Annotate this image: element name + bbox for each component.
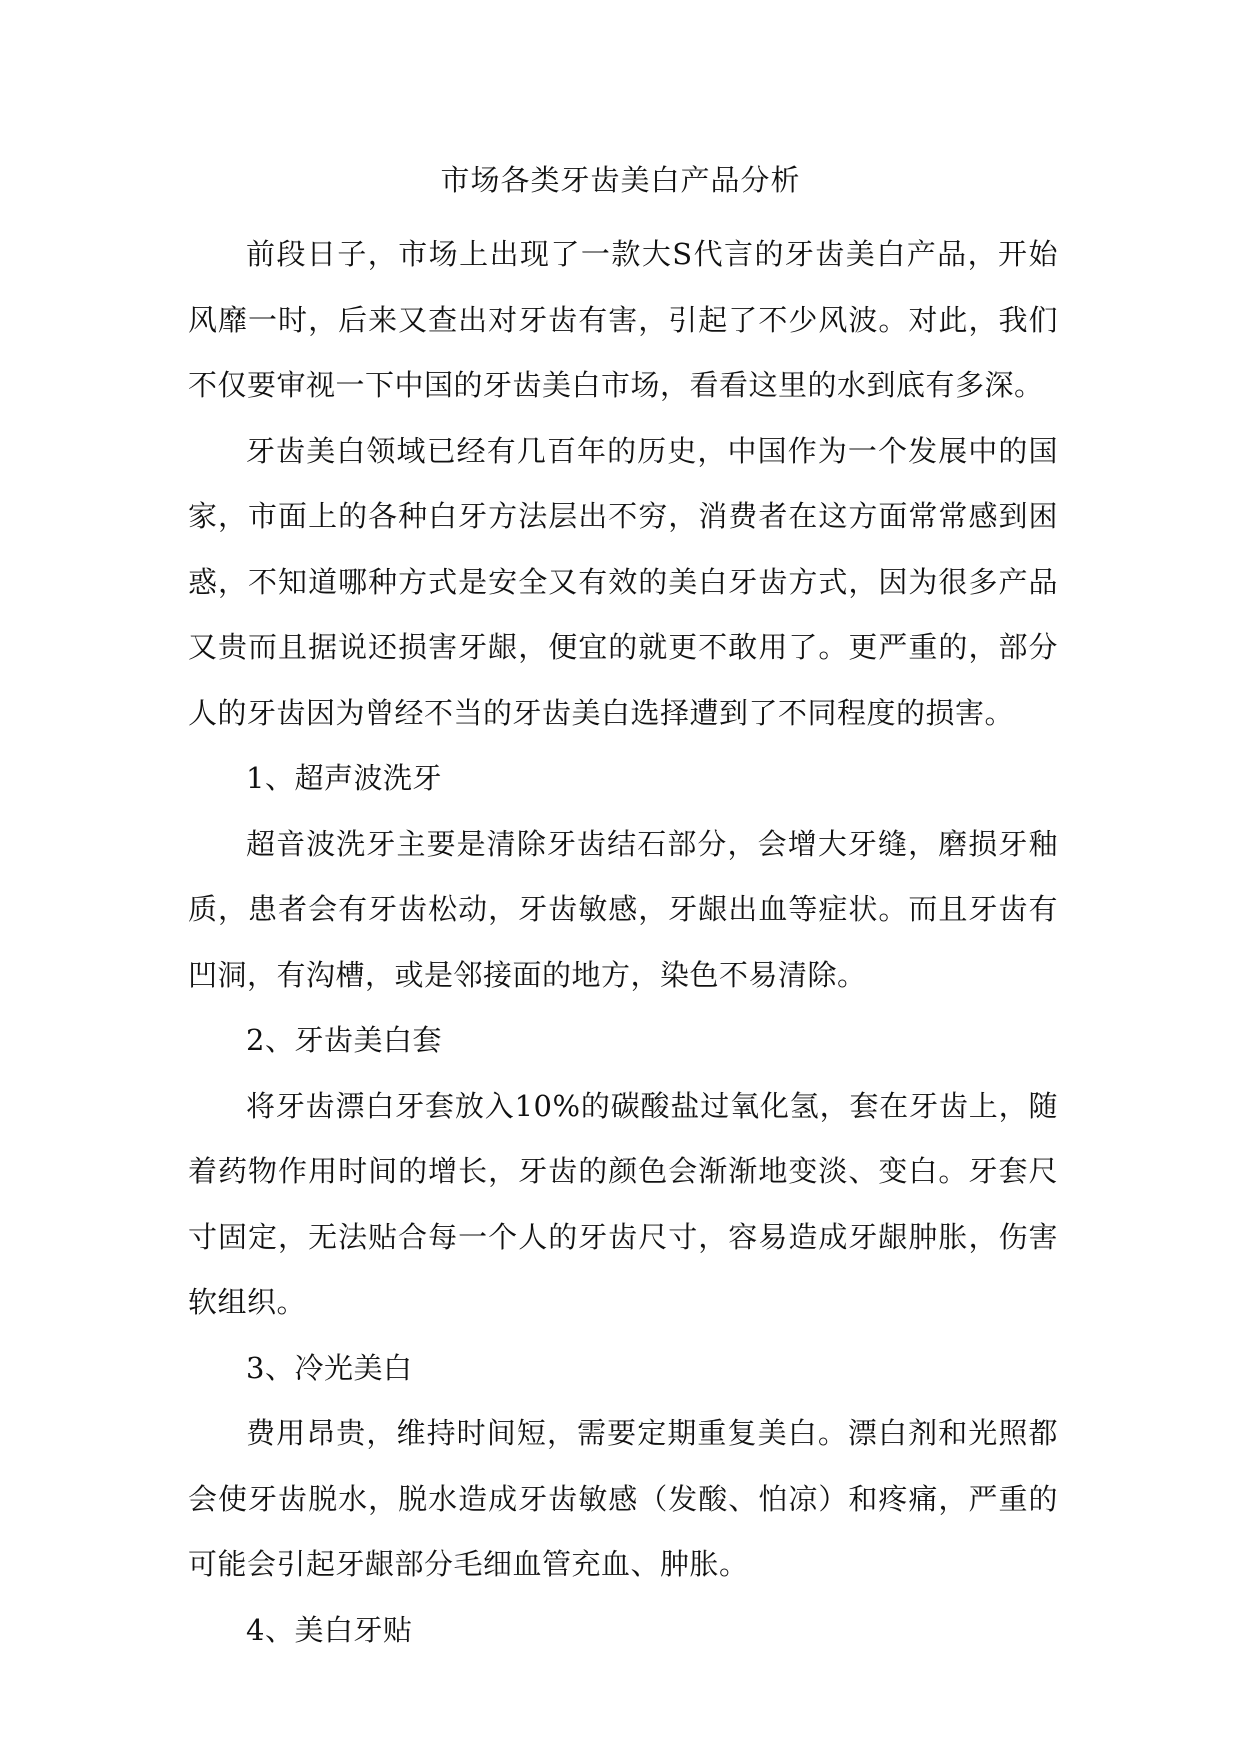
- document-body: [188, 222, 1058, 1663]
- section-heading: 1、超声波洗牙: [246, 761, 442, 795]
- intro-paragraph: 牙齿美白领域已经有几百年的历史，中国作为一个发展中的国家，市面上的各种白牙方法层出不穷，消费者在这方面常常感到困惑，不知道哪种方式是安全又有效的美白牙齿方式，因为很多产品又贵而且据说还损害牙龈，便宜的就更不敢用了。更严重的，部分人的牙齿因为曾经不当的牙齿美白选择遭到了不同程度的损害。: [188, 433, 1058, 730]
- section-paragraph: 费用昂贵，维持时间短，需要定期重复美白。漂白剂和光照都会使牙齿脱水，脱水造成牙齿敏感（发酸、怕凉）和疼痛，严重的可能会引起牙龈部分毛细血管充血、肿胀。: [188, 1416, 1058, 1581]
- section-paragraph: 超音波洗牙主要是清除牙齿结石部分，会增大牙缝，磨损牙釉质，患者会有牙齿松动，牙齿敏感，牙龈出血等症状。而且牙齿有凹洞，有沟槽，或是邻接面的地方，染色不易清除。: [188, 826, 1058, 992]
- document-title: 市场各类牙齿美白产品分析: [440, 163, 801, 197]
- section-heading: 4、美白牙贴: [246, 1612, 413, 1647]
- section-heading: 2、牙齿美白套: [246, 1023, 442, 1057]
- section-heading: 3、冷光美白: [246, 1350, 413, 1385]
- section-paragraph: 将牙齿漂白牙套放入10%的碳酸盐过氧化氢，套在牙齿上，随着药物作用时间的增长，牙齿的颜色会渐渐地变淡、变白。牙套尺寸固定，无法贴合每一个人的牙齿尺寸，容易造成牙龈肿胀，伤害软组织。: [188, 1088, 1058, 1319]
- intro-paragraph: 前段日子，市场上出现了一款大S代言的牙齿美白产品，开始风靡一时，后来又查出对牙齿有害，引起了不少风波。对此，我们不仅要审视一下中国的牙齿美白市场，看看这里的水到底有多深。: [188, 237, 1058, 402]
